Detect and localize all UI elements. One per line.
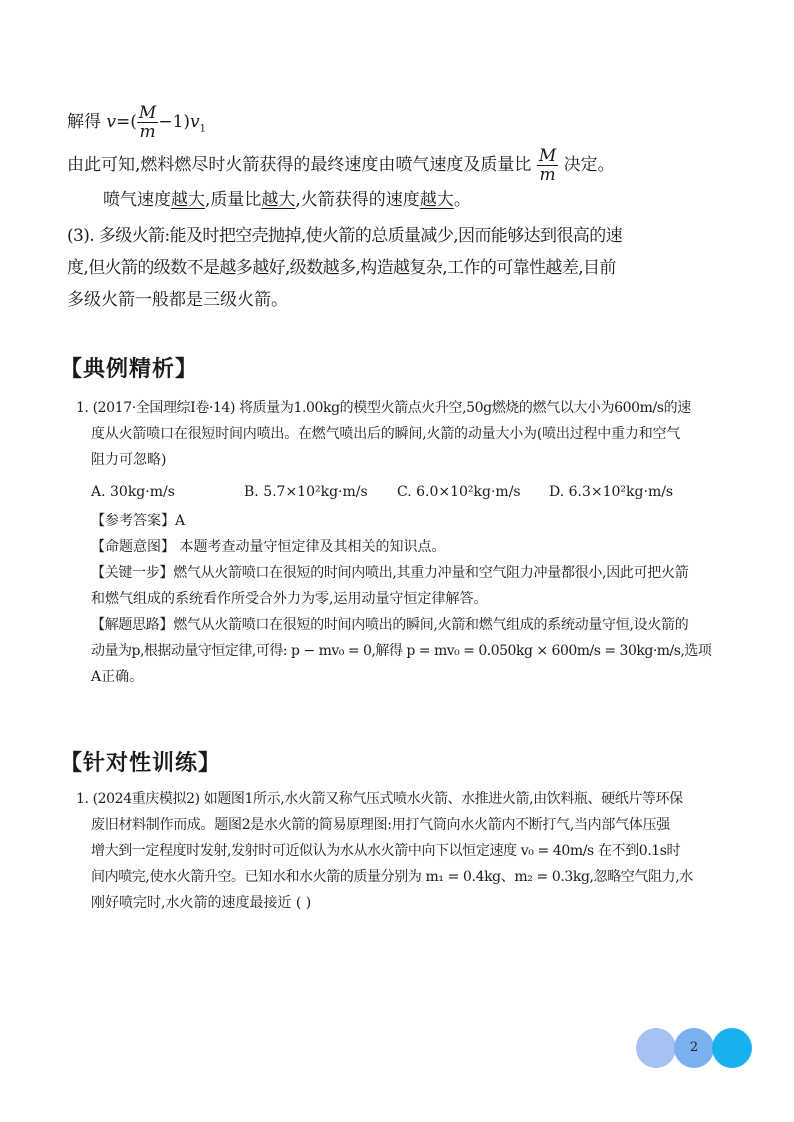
paragraph-line: 多级火箭一般都是三级火箭。 [67, 290, 288, 310]
fraction-M-over-m [137, 104, 158, 141]
paragraph-line: 度,但火箭的级数不是越多越好,级数越多,构造越复杂,工作的可靠性越差,目前 [67, 258, 616, 278]
paragraph-line: (3). 多级火箭:能及时把空壳抛掉,使火箭的总质量减少,因而能够达到很高的速 [67, 226, 623, 246]
key-step-line: 【关键一步】燃气从火箭喷口在很短的时间内喷出,其重力冲量和空气阻力冲量都很小,因此可把火箭 [91, 565, 689, 581]
intent-line: 【命题意图】 本题考查动量守恒定律及其相关的知识点。 [91, 539, 446, 555]
question-line: 阻力可忽略) [91, 452, 167, 468]
option-a: A. 30kg·m/s [91, 484, 175, 500]
fraction-denominator: m [539, 165, 556, 185]
question-line: 1. (2024重庆模拟2) 如题图1所示,水火箭又称气压式喷水火箭、水推进火箭,由饮料瓶、硬纸片等环保 [76, 791, 683, 807]
solution-line: 【解题思路】燃气从火箭喷口在很短的时间内喷出的瞬间,火箭和燃气组成的系统动量守恒,设火箭的 [91, 617, 689, 633]
solution-line: 动量为p,根据动量守恒定律,可得: p − mv₀ = 0,解得 p = mv₀ = 0.050kg × 600m/s = 30kg·m/s,选项 [91, 643, 712, 659]
math-text: −1) [158, 112, 191, 132]
fraction-numerator: M [138, 103, 157, 123]
solution-line: A正确。 [91, 669, 144, 685]
emphasis-line [103, 186, 471, 214]
text-segment: 由此可知,燃料燃尽时火箭获得的最终速度由喷气速度及质量比 [67, 155, 532, 175]
text-segment: 解得 [67, 112, 101, 132]
text-segment: 。 [453, 190, 471, 210]
section-heading-examples: 【典例精析】 [60, 357, 199, 382]
question-line: 刚好喷完时,水火箭的速度最接近 ( ) [91, 895, 312, 911]
key-step-line: 和燃气组成的系统看作所受合外力为零,运用动量守恒定律解答。 [91, 591, 488, 607]
question-line: 度从火箭喷口在很短时间内喷出。在燃气喷出后的瞬间,火箭的动量大小为(喷出过程中重力和空气 [91, 426, 681, 442]
underlined-text: 越大 [171, 190, 205, 210]
math-subscript: 1 [199, 123, 207, 135]
text-segment: 决定。 [563, 155, 615, 175]
training-question [76, 786, 756, 916]
question-line: 1. (2017·全国理综I卷·14) 将质量为1.00kg的模型火箭点火升空,50g燃烧的燃气以大小为600m/s的速 [76, 400, 691, 416]
page-number-badge [636, 1028, 752, 1068]
option-c: C. 6.0×10²kg·m/s [397, 484, 521, 500]
fraction-numerator: M [538, 146, 557, 166]
math-op: = [116, 112, 131, 132]
math-var: v [190, 112, 200, 132]
underlined-text: 越大 [419, 190, 454, 210]
question-line: 间内喷完,使水火箭升空。已知水和水火箭的质量分别为 m₁ = 0.4kg、m₂ = 0.3kg,忽略空气阻力,水 [91, 869, 693, 885]
answer-line: 【参考答案】A [91, 513, 186, 529]
section-heading-training: 【针对性训练】 [60, 751, 222, 776]
text-segment: 喷气速度 [103, 190, 171, 210]
conclusion-line [67, 147, 615, 184]
option-b: B. 5.7×10²kg·m/s [244, 484, 368, 500]
underlined-text: 越大 [261, 190, 296, 210]
fraction-M-over-m-2 [537, 147, 558, 184]
text-segment: ,质量比 [205, 190, 262, 210]
example-analysis [91, 508, 761, 690]
text-segment: ,火箭获得的速度 [295, 190, 420, 210]
multistage-paragraph [67, 222, 747, 314]
page-number: 2 [689, 1040, 699, 1055]
option-d: D. 6.3×10²kg·m/s [549, 484, 674, 500]
fraction-denominator: m [139, 122, 156, 142]
badge-circle-right [712, 1028, 752, 1068]
badge-circle-left [636, 1028, 676, 1068]
math-var: v [106, 112, 117, 132]
question-line: 增大到一定程度时发射,发射时可近似认为水从水火箭中向下以恒定速度 v₀ = 40m/s 在不到0.1s时 [91, 843, 681, 859]
solution-line-1: 解得 v=( $\frac{M}{m}$ $-1)v_1$ [67, 103, 207, 142]
example-question [76, 395, 756, 473]
question-line: 废旧材料制作而成。题图2是水火箭的简易原理图:用打气筒向水火箭内不断打气,当内部气体压强 [91, 817, 670, 833]
